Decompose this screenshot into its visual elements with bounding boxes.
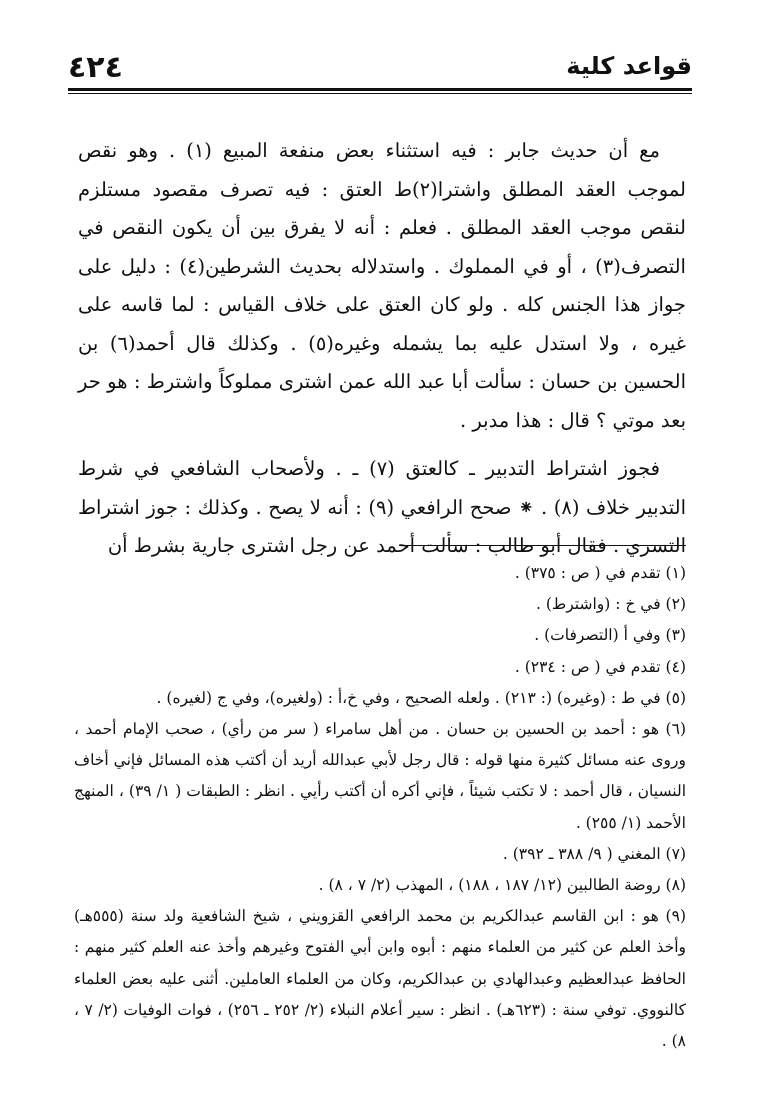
main-text: [78, 132, 686, 566]
page-header: [68, 44, 692, 90]
footnote-9: (٩) هو : ابن القاسم عبدالكريم بن محمد الرافعي القزويني ، شيخ الشافعية ولد سنة (٥٥٥هـ) وأخذ العلم عن كثير من العلماء منهم : أبوه وابن أبي الفتوح وغيرهم وأخذ عنه العلم كثير منهم : الحافظ عبدالعظيم وعبدالهادي بن عبدالكريم، وكان من العلماء العاملين. أثنى عليه بعض العلماء كالنووي. توفي سنة : (٦٢٣هـ) . انظر : سير أعلام النبلاء (٢/ ٢٥٢ ـ ٢٥٦) ، فوات الوفيات (٢/ ٧ ، ٨) .: [74, 907, 686, 1051]
footnotes: [74, 558, 686, 1057]
body-paragraph-1: مع أن حديث جابر : فيه استثناء بعض منفعة المبيع (١) . وهو نقص لموجب العقد المطلق واشترا(٢)ط العتق : فيه تصرف مقصود مستلزم لنقص موجب العقد المطلق . فعلم : أنه لا يفرق بين أن يكون النقص في التصرف(٣) ، أو في المملوك . واستدلاله بحديث الشرطين(٤) : دليل على جواز هذا الجنس كله . ولو كان العتق على خلاف القياس : لما قاسه على غيره ، ولا استدل عليه بما يشمله وغيره(٥) . وكذلك قال أحمد(٦) بن الحسين بن حسان : سألت أبا عبد الله عمن اشترى مملوكاً واشترط : هو حر بعد موتي ؟ قال : هذا مدبر .: [78, 139, 687, 432]
body-paragraph-2: فجوز اشتراط التدبير ـ كالعتق (٧) ـ . ولأصحاب الشافعي في شرط التدبير خلاف (٨) . ⁕ صحح الرافعي (٩) : أنه لا يصح . وكذلك : جوز اشتراط التسري . فقال أبو طالب : سألت أحمد عن رجل اشترى جارية بشرط أن: [78, 457, 686, 557]
footnote-5: (٥) في ط : (وغيره) (: ٢١٣) . ولعله الصحيح ، وفي خ،أ : (ولغيره)، وفي ج (لغيره) .: [156, 688, 686, 707]
footnote-4: (٤) تقدم في ( ص : ٢٣٤) .: [514, 657, 686, 676]
footnote-3: (٣) وفي أ (التصرفات) .: [534, 626, 686, 645]
running-title: قواعد كلية: [566, 52, 692, 80]
footnote-6: (٦) هو : أحمد بن الحسين بن حسان . من أهل سامراء ( سر من رأي) ، صحب الإمام أحمد ، وروى عنه مسائل كثيرة منها قوله : قال رجل لأبي عبدالله أريد أن أكتب هذه المسائل فإني أخاف النسيان ، قال أحمد : لا تكتب شيئاً ، فإني أكره أن أكتب رأيي . انظر : الطبقات ( ١/ ٣٩) ، المنهج الأحمد (١/ ٢٥٥) .: [74, 720, 686, 832]
footnote-separator: [402, 545, 686, 546]
footnote-1: (١) تقدم في ( ص : ٣٧٥) .: [514, 564, 686, 582]
page-number: ٤٢٤: [68, 50, 123, 85]
header-rule: [68, 88, 692, 94]
footnote-7: (٧) المغني ( ٩/ ٣٨٨ ـ ٣٩٢) .: [502, 844, 686, 863]
footnote-2: (٢) في خ : (واشترط) .: [536, 595, 686, 614]
footnote-8: (٨) روضة الطالبين (١٢/ ١٨٧ ، ١٨٨) ، المهذب (٢/ ٧ ، ٨) .: [318, 876, 686, 895]
